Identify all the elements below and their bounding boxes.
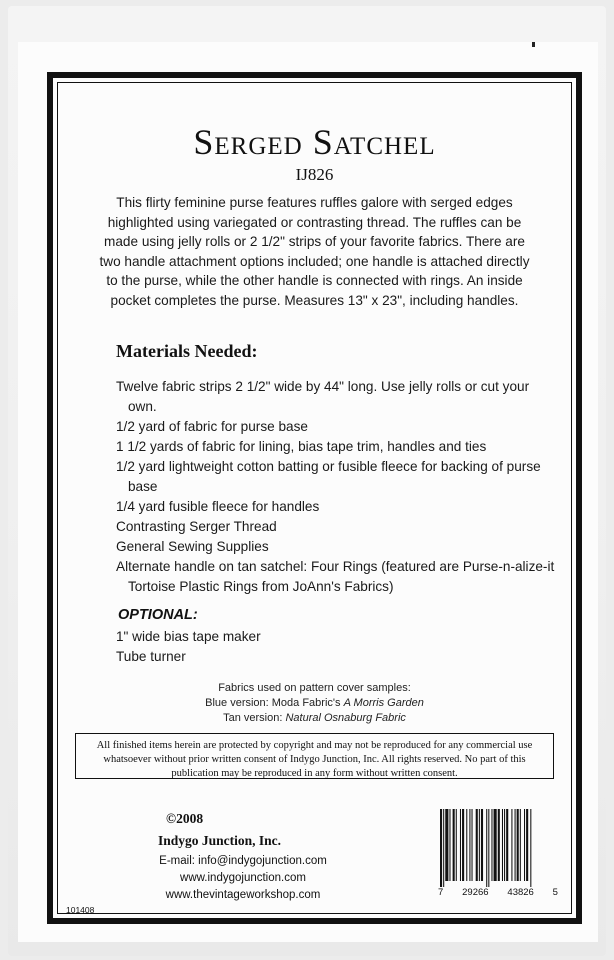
- barcode-bar: [486, 809, 487, 887]
- barcode-digits: [438, 887, 558, 898]
- list-item: 1/4 yard fusible fleece for handles: [116, 499, 320, 514]
- website-link: www.indygojunction.com: [180, 872, 306, 884]
- list-item: Alternate handle on tan satchel: Four Rings (featured are Purse-n-alize-it Tortoise Plastic Rings from JoAnn's Fabrics): [116, 559, 555, 594]
- speck: [532, 42, 535, 47]
- bordered-panel: [47, 72, 582, 924]
- barcode-bar: [440, 809, 442, 887]
- list-item: 1/2 yard lightweight cotton batting or fusible fleece for backing of purse base: [116, 459, 541, 494]
- pattern-code: IJ826: [295, 165, 334, 184]
- barcode-bar: [466, 809, 467, 881]
- barcode-bar: [524, 809, 525, 881]
- fabrics-note: [58, 681, 571, 726]
- copyright-notice: All finished items herein are protected by copyright and may not be reproduced for any commercial use whatsoever without prior written consent of Indygo Junction, Inc. All rights reserved. No part of this publication may be reproduced in any form without written consent.: [75, 733, 554, 779]
- barcode-bar: [456, 809, 457, 881]
- barcode-bar: [453, 809, 455, 881]
- barcode-bar: [517, 809, 519, 881]
- list-item: Tube turner: [116, 649, 186, 664]
- fabrics-blue: [58, 696, 571, 711]
- item-number: 101408: [66, 905, 95, 915]
- barcode-bar: [491, 809, 492, 881]
- description-line: made using jelly rolls or 2 1/2" strips of your favorite fabrics. There are: [104, 234, 525, 249]
- barcode-bar: [462, 809, 464, 881]
- list-item: General Sewing Supplies: [116, 539, 269, 554]
- copyright-year: ©2008: [166, 811, 204, 826]
- barcode-bar: [469, 809, 470, 881]
- barcode-bar: [488, 809, 489, 887]
- barcode-bar: [504, 809, 505, 881]
- barcode-check-digit: 5: [552, 887, 558, 898]
- barcode-bar: [472, 809, 473, 881]
- list-item: Contrasting Serger Thread: [116, 519, 277, 534]
- fabric-label: Tan version:: [223, 712, 286, 724]
- barcode-bar: [506, 809, 508, 881]
- barcode-bar: [479, 809, 480, 881]
- barcode-left-group: 29266: [462, 887, 489, 898]
- barcode-bar: [498, 809, 500, 881]
- materials-list: [116, 377, 556, 597]
- optional-heading: OPTIONAL:: [118, 607, 198, 623]
- inner-border: [57, 82, 572, 914]
- list-item: 1/2 yard of fabric for purse base: [116, 419, 308, 434]
- contact-info: [138, 853, 348, 904]
- barcode-bar: [476, 809, 478, 881]
- barcode-bar: [449, 809, 450, 881]
- barcode: [438, 809, 558, 903]
- fabric-label: Blue version: Moda Fabric's: [205, 697, 344, 709]
- list-item: 1" wide bias tape maker: [116, 629, 261, 644]
- description: [78, 193, 551, 310]
- fabrics-tan: [58, 711, 571, 726]
- pattern-title: Serged Satchel: [193, 122, 436, 162]
- materials-heading: Materials Needed:: [116, 341, 258, 361]
- barcode-bar: [445, 809, 448, 881]
- barcode-bar: [460, 809, 461, 881]
- barcode-bar: [526, 809, 528, 881]
- description-line: pocket completes the purse. Measures 13" x 23", including handles.: [110, 292, 519, 308]
- description-line: This flirty feminine purse features ruffles galore with serged edges: [116, 195, 513, 210]
- barcode-bar: [494, 809, 497, 881]
- barcode-bar: [511, 809, 512, 881]
- description-line: two handle attachment options included; one handle is attached directly: [99, 253, 530, 269]
- barcode-bar: [530, 809, 531, 887]
- list-item: Twelve fabric strips 2 1/2" wide by 44" long. Use jelly rolls or cut your own.: [116, 379, 530, 414]
- barcode-bar: [515, 809, 516, 881]
- barcode-lead-digit: 7: [438, 887, 444, 898]
- email: E-mail: info@indygojunction.com: [159, 855, 327, 867]
- barcode-right-group: 43826: [507, 887, 534, 898]
- barcode-bar: [520, 809, 521, 881]
- website-link: www.thevintageworkshop.com: [165, 889, 321, 901]
- company-name: Indygo Junction, Inc.: [158, 833, 282, 848]
- barcode-bar: [502, 809, 503, 881]
- fabric-name: Natural Osnaburg Fabric: [285, 712, 406, 724]
- description-line: highlighted using variegated or contrasting thread. The ruffles can be: [107, 214, 522, 230]
- optional-list: [116, 627, 261, 667]
- barcode-bar: [443, 809, 444, 887]
- list-item: 1 1/2 yards of fabric for lining, bias tape trim, handles and ties: [116, 439, 487, 454]
- fabrics-heading: Fabrics used on pattern cover samples:: [218, 682, 411, 694]
- fabric-name: A Morris Garden: [343, 697, 424, 709]
- barcode-bar: [481, 809, 483, 881]
- description-line: to the purse, while the other handle is connected with rings. An inside: [106, 273, 523, 288]
- barcode-bars: [438, 809, 558, 887]
